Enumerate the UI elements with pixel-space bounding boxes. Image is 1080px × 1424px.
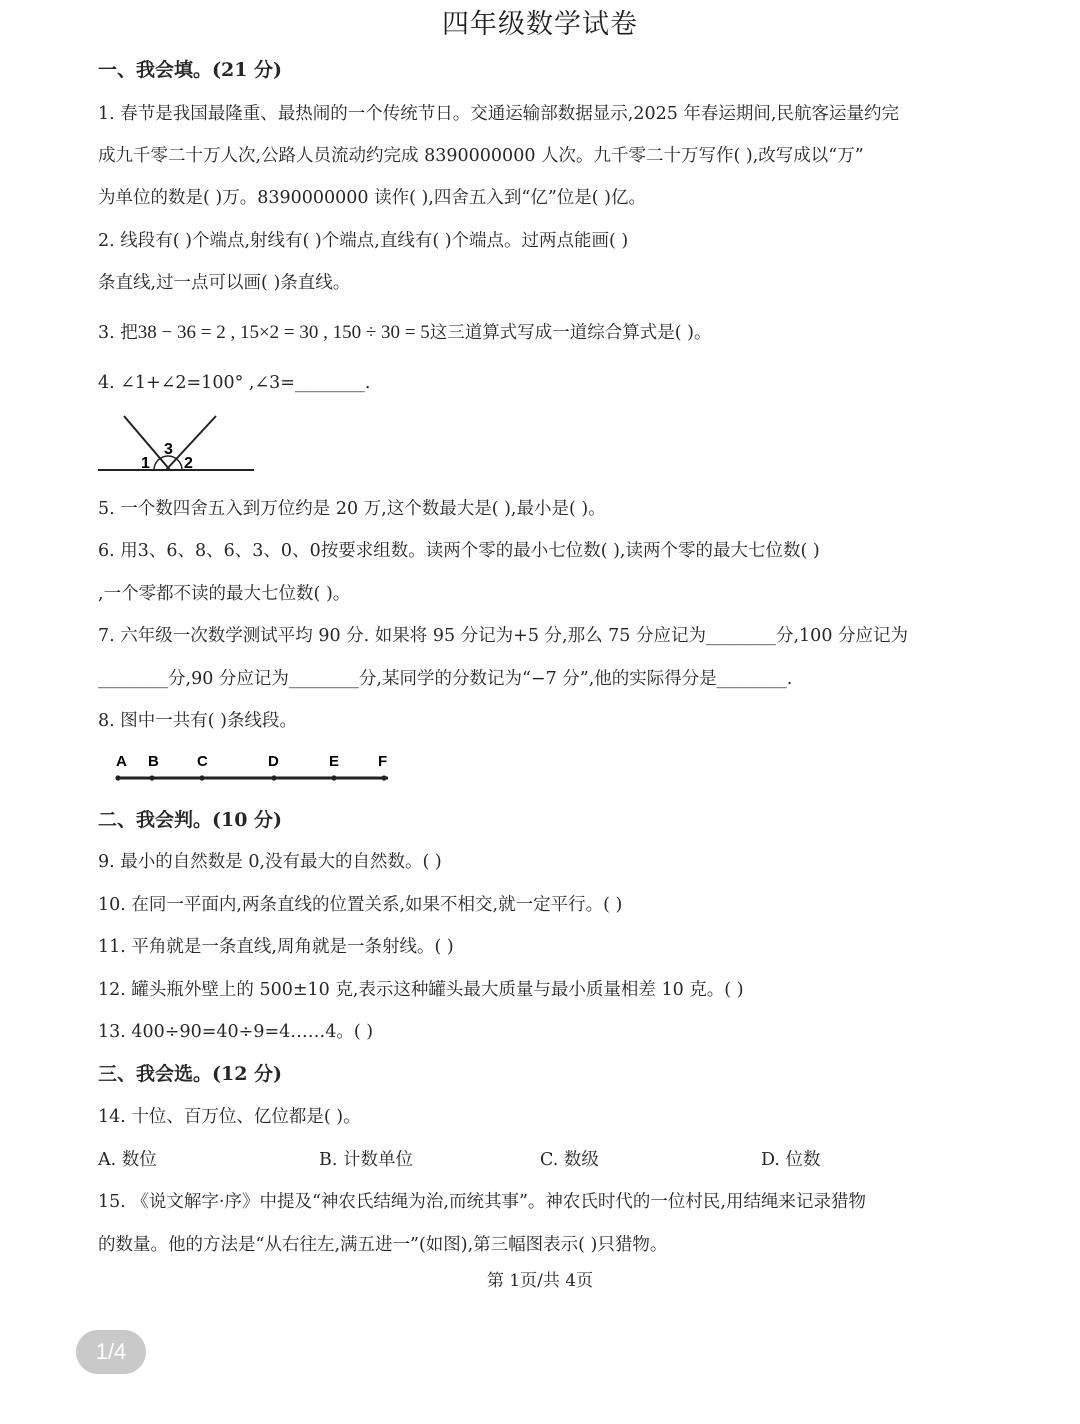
question-12: 12. 罐头瓶外壁上的 500±10 克,表示这种罐头最大质量与最小质量相差 10 克。( )	[98, 980, 744, 1000]
question-6-line-2: ,一个零都不读的最大七位数( )。	[98, 584, 351, 604]
section-heading-fill: 一、我会填。(21 分)	[98, 59, 283, 81]
question-10: 10. 在同一平面内,两条直线的位置关系,如果不相交,就一定平行。( )	[98, 895, 623, 915]
angle-label-2: 2	[184, 455, 193, 472]
question-3-suffix: 这三道算式写成一道综合算式是( )。	[429, 323, 712, 343]
page-footer: 第 1页/共 4页	[486, 1271, 594, 1291]
question-7-line-1: 7. 六年级一次数学测试平均 90 分. 如果将 95 分记为+5 分,那么 75 分应记为________分,100 分应记为	[98, 626, 909, 646]
question-3-prefix: 3. 把	[98, 323, 138, 343]
question-3-formula: 38 − 36 = 2 , 15×2 = 30 , 150 ÷ 30 = 5	[137, 322, 430, 343]
angle-figure	[96, 412, 256, 476]
angle-label-1: 1	[141, 455, 150, 472]
question-3	[98, 321, 712, 345]
point-label-e: E	[329, 753, 340, 770]
question-6-line-1: 6. 用3、6、8、6、3、0、0按要求组数。读两个零的最小七位数( ),读两个零的最大七位数( )	[98, 541, 820, 561]
question-9: 9. 最小的自然数是 0,没有最大的自然数。( )	[98, 852, 442, 872]
question-2-line-2: 条直线,过一点可以画( )条直线。	[98, 273, 351, 293]
segment-figure	[108, 746, 398, 786]
question-5: 5. 一个数四舍五入到万位约是 20 万,这个数最大是( ),最小是( )。	[98, 499, 606, 519]
question-2-line-1: 2. 线段有( )个端点,射线有( )个端点,直线有( )个端点。过两点能画( )	[98, 231, 629, 251]
angle-label-3: 3	[164, 441, 173, 458]
point-e	[331, 775, 336, 780]
section-heading-choose: 三、我会选。(12 分)	[98, 1063, 283, 1085]
section-heading-judge: 二、我会判。(10 分)	[98, 809, 283, 831]
question-11: 11. 平角就是一条直线,周角就是一条射线。( )	[98, 937, 454, 957]
point-label-f: F	[378, 753, 388, 770]
question-15-line-2: 的数量。他的方法是“从右往左,满五进一”(如图),第三幅图表示( )只猎物。	[98, 1235, 668, 1255]
option-d: D. 位数	[761, 1150, 821, 1170]
point-label-a: A	[116, 753, 127, 770]
point-a	[115, 775, 120, 780]
option-c: C. 数级	[540, 1150, 599, 1170]
point-c	[199, 775, 204, 780]
question-1-line-1: 1. 春节是我国最隆重、最热闹的一个传统节日。交通运输部数据显示,2025 年春运期间,民航客运量约完	[98, 104, 899, 124]
document-title: 四年级数学试卷	[442, 9, 638, 40]
point-label-d: D	[268, 753, 279, 770]
option-a: A. 数位	[98, 1150, 157, 1170]
point-label-b: B	[148, 753, 159, 770]
question-14-text: 14. 十位、百万位、亿位都是( )。	[98, 1107, 361, 1127]
point-b	[149, 775, 154, 780]
question-13: 13. 400÷90=40÷9=4……4。( )	[98, 1022, 374, 1042]
point-f	[381, 775, 386, 780]
point-label-c: C	[197, 753, 208, 770]
question-7-line-2: ________分,90 分应记为________分,某同学的分数记为“−7 分”,他的实际得分是________.	[98, 669, 793, 689]
page-indicator[interactable]: 1/4	[76, 1330, 146, 1374]
point-d	[271, 775, 276, 780]
question-8-text: 8. 图中一共有( )条线段。	[98, 711, 297, 731]
question-15-line-1: 15. 《说文解字·序》中提及“神农氏结绳为治,而统其事”。神农氏时代的一位村民,用结绳来记录猎物	[98, 1192, 866, 1212]
question-1-line-2: 成九千零二十万人次,公路人员流动约完成 8390000000 人次。九千零二十万写作( ),改写成以“万”	[98, 146, 864, 166]
option-b: B. 计数单位	[319, 1150, 413, 1170]
question-1-line-3: 为单位的数是( )万。8390000000 读作( ),四舍五入到“亿”位是( )亿。	[98, 188, 647, 208]
question-4-text: 4. ∠1+∠2=100° ,∠3=________.	[98, 373, 371, 393]
